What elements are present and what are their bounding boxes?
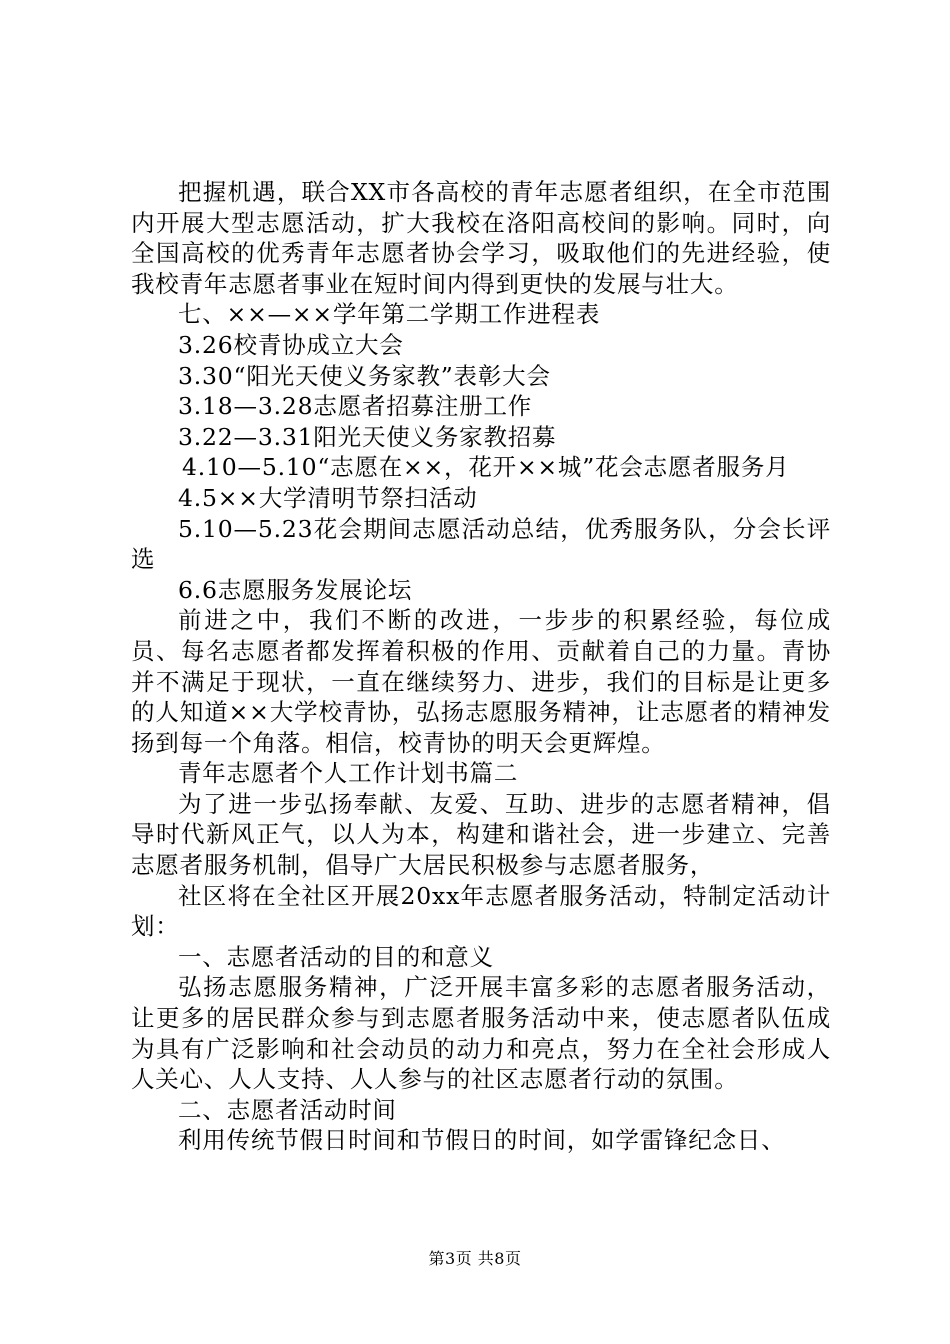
paragraph-purpose: 为了进一步弘扬奉献、友爱、互助、进步的志愿者精神，倡导时代新风正气，以人为本，构建和谐社会，进一步建立、完善志愿者服务机制，倡导广大居民积极参与志愿者服务，: [131, 789, 831, 880]
document-body: [131, 177, 831, 1156]
section-title-part-two: 青年志愿者个人工作计划书篇二: [178, 759, 519, 788]
section-heading-schedule: 七、××—××学年第二学期工作进程表: [178, 300, 601, 329]
schedule-item: 6.6志愿服务发展论坛: [178, 575, 413, 604]
section-heading-time: 二、志愿者活动时间: [178, 1095, 397, 1124]
schedule-item: 5.10—5.23花会期间志愿活动总结，优秀服务队，分会长评选: [131, 514, 831, 574]
schedule-item: 4.5××大学清明节祭扫活动: [178, 483, 478, 512]
schedule-item: 4.10—5.10“志愿在××，花开××城”花会志愿者服务月: [182, 453, 790, 482]
paragraph-plan: 社区将在全社区开展20xx年志愿者服务活动，特制定活动计划：: [131, 881, 831, 941]
schedule-item: 3.30“阳光天使义务家教”表彰大会: [178, 361, 551, 390]
paragraph-intro: 把握机遇，联合XX市各高校的青年志愿者组织，在全市范围内开展大型志愿活动，扩大我校在洛阳高校间的影响。同时，向全国高校的优秀青年志愿者协会学习，吸取他们的先进经验，使我校青年志愿者事业在短时间内得到更快的发展与壮大。: [131, 178, 831, 298]
schedule-item: 3.22—3.31阳光天使义务家教招募: [178, 422, 557, 451]
schedule-item: 3.18—3.28志愿者招募注册工作: [178, 392, 533, 421]
paragraph-goals: 弘扬志愿服务精神，广泛开展丰富多彩的志愿者服务活动，让更多的居民群众参与到志愿者服务活动中来，使志愿者队伍成为具有广泛影响和社会动员的动力和亮点，努力在全社会形成人人关心、人人支持、人人参与的社区志愿者行动的氛围。: [131, 973, 831, 1094]
paragraph-time: 利用传统节假日时间和节假日的时间，如学雷锋纪念日、: [178, 1126, 786, 1155]
page-footer: 第3页 共8页: [428, 1249, 522, 1268]
schedule-item: 3.26校青协成立大会: [178, 330, 404, 359]
paragraph-progress: 前进之中，我们不断的改进，一步步的积累经验，每位成员、每名志愿者都发挥着积极的作用、贡献着自己的力量。青协并不满足于现状，一直在继续努力、进步，我们的目标是让更多的人知道××大学校青协，弘扬志愿服务精神，让志愿者的精神发扬到每一个角落。相信，校青协的明天会更辉煌。: [131, 606, 831, 757]
section-heading-goals: 一、志愿者活动的目的和意义: [178, 942, 494, 971]
